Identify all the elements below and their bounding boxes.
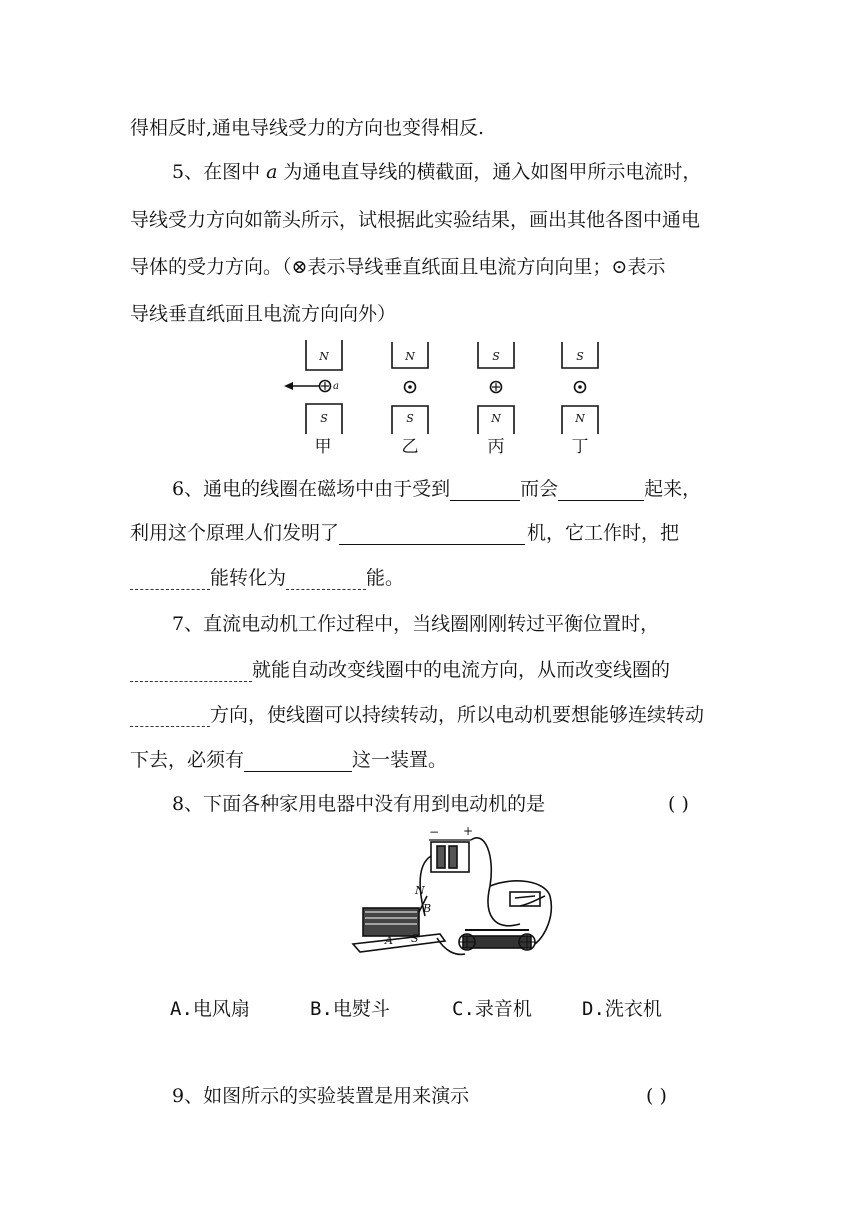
fig-bing-top-pole: S: [492, 350, 500, 363]
q6-line-2: [130, 521, 679, 545]
q5-line-2: 导线受力方向如箭头所示，试根据此实验结果，画出其他各图中通电: [130, 209, 701, 231]
fig-ding-top-pole: S: [576, 350, 584, 363]
q7-blank-3[interactable]: [244, 751, 352, 772]
q6-part2: 而会: [520, 478, 559, 500]
q7-line2-text: 就能自动改变线圈中的电流方向，从而改变线圈的: [252, 659, 671, 681]
q6-blank-3[interactable]: [339, 524, 525, 545]
fig-jia-bottom-pole: S: [320, 412, 328, 425]
q6-part1: 6、通电的线圈在磁场中由于受到: [172, 478, 451, 500]
q6-blank-2[interactable]: [558, 480, 644, 501]
q6-blank-4[interactable]: [130, 569, 210, 590]
q7-blank-1[interactable]: [130, 661, 252, 682]
q7-line-1: 7、直流电动机工作过程中，当线圈刚刚转过平衡位置时，: [172, 613, 660, 635]
q6-part4: 利用这个原理人们发明了: [130, 522, 340, 544]
fig-ding-bottom-pole: N: [575, 412, 585, 425]
figure-jia: [284, 340, 342, 457]
fig-jia-caption: 甲: [314, 437, 332, 457]
q7-line4a: 下去，必须有: [130, 749, 245, 771]
q6-part3: 起来，: [644, 478, 702, 500]
q6-part6: 能转化为: [210, 567, 287, 589]
fig-yi-top-pole: N: [405, 350, 415, 363]
label-a: A: [385, 934, 393, 947]
q8-answer-paren[interactable]: ( ): [668, 793, 689, 815]
fig-bing-caption: 丙: [487, 437, 505, 457]
q7-line-3: [130, 703, 704, 727]
figure-yi: [392, 342, 428, 457]
intro-line: 得相反时,通电导线受力的方向也变得相反.: [130, 117, 485, 139]
q6-part5: 机，它工作时，把: [527, 522, 680, 544]
fig-jia-wire-label: a: [333, 381, 339, 392]
q5-magnet-figures: [0, 338, 860, 468]
fig-ding-caption: 丁: [571, 437, 589, 457]
figure-ding: [562, 342, 598, 457]
q6-part7: 能。: [366, 567, 405, 589]
fig-yi-caption: 乙: [401, 437, 419, 457]
label-s: S: [411, 932, 419, 945]
q8-option-a[interactable]: A.电风扇: [170, 998, 250, 1020]
q5-line-1: [172, 160, 701, 184]
q8-apparatus-figure: [345, 826, 585, 976]
figure-bing: [478, 342, 514, 457]
q7-line4b: 这一装置。: [352, 749, 448, 771]
q6-blank-1[interactable]: [450, 480, 520, 501]
q7-line-4: [130, 748, 447, 772]
q5-line-4: 导线垂直纸面且电流方向向外）: [130, 303, 397, 325]
q8-option-c[interactable]: C.录音机: [452, 998, 532, 1020]
q6-blank-5[interactable]: [286, 569, 366, 590]
q7-line3-text: 方向，使线圈可以持续转动，所以电动机要想能够连续转动: [210, 704, 705, 726]
fig-bing-bottom-pole: N: [491, 412, 501, 425]
q7-blank-2[interactable]: [130, 706, 210, 727]
q5-line-3: 导体的受力方向。（⊗表示导线垂直纸面且电流方向向里；⊙表示: [130, 256, 666, 278]
q6-line-3: [130, 566, 404, 590]
q5-line1-b: 为通电直导线的横截面，通入如图甲所示电流时，: [283, 161, 702, 183]
fig-jia-top-pole: N: [319, 350, 329, 363]
q5-line1-a: 5、在图中: [172, 161, 261, 183]
q6-line-1: [172, 477, 701, 501]
fig-yi-bottom-pole: S: [406, 412, 414, 425]
battery-plus: +: [463, 826, 474, 838]
q8-option-d[interactable]: D.洗衣机: [582, 998, 662, 1020]
label-b: B: [423, 902, 432, 915]
q7-line-2: [130, 658, 670, 682]
q9-stem: 9、如图所示的实验装置是用来演示: [172, 1085, 470, 1107]
q9-answer-paren[interactable]: ( ): [646, 1085, 667, 1107]
label-n: N: [415, 884, 425, 897]
q5-wire-variable: a: [266, 161, 278, 183]
q8-option-b[interactable]: B.电熨斗: [310, 998, 390, 1020]
q8-stem: 8、下面各种家用电器中没有用到电动机的是: [172, 793, 546, 815]
battery-minus: −: [429, 826, 440, 839]
